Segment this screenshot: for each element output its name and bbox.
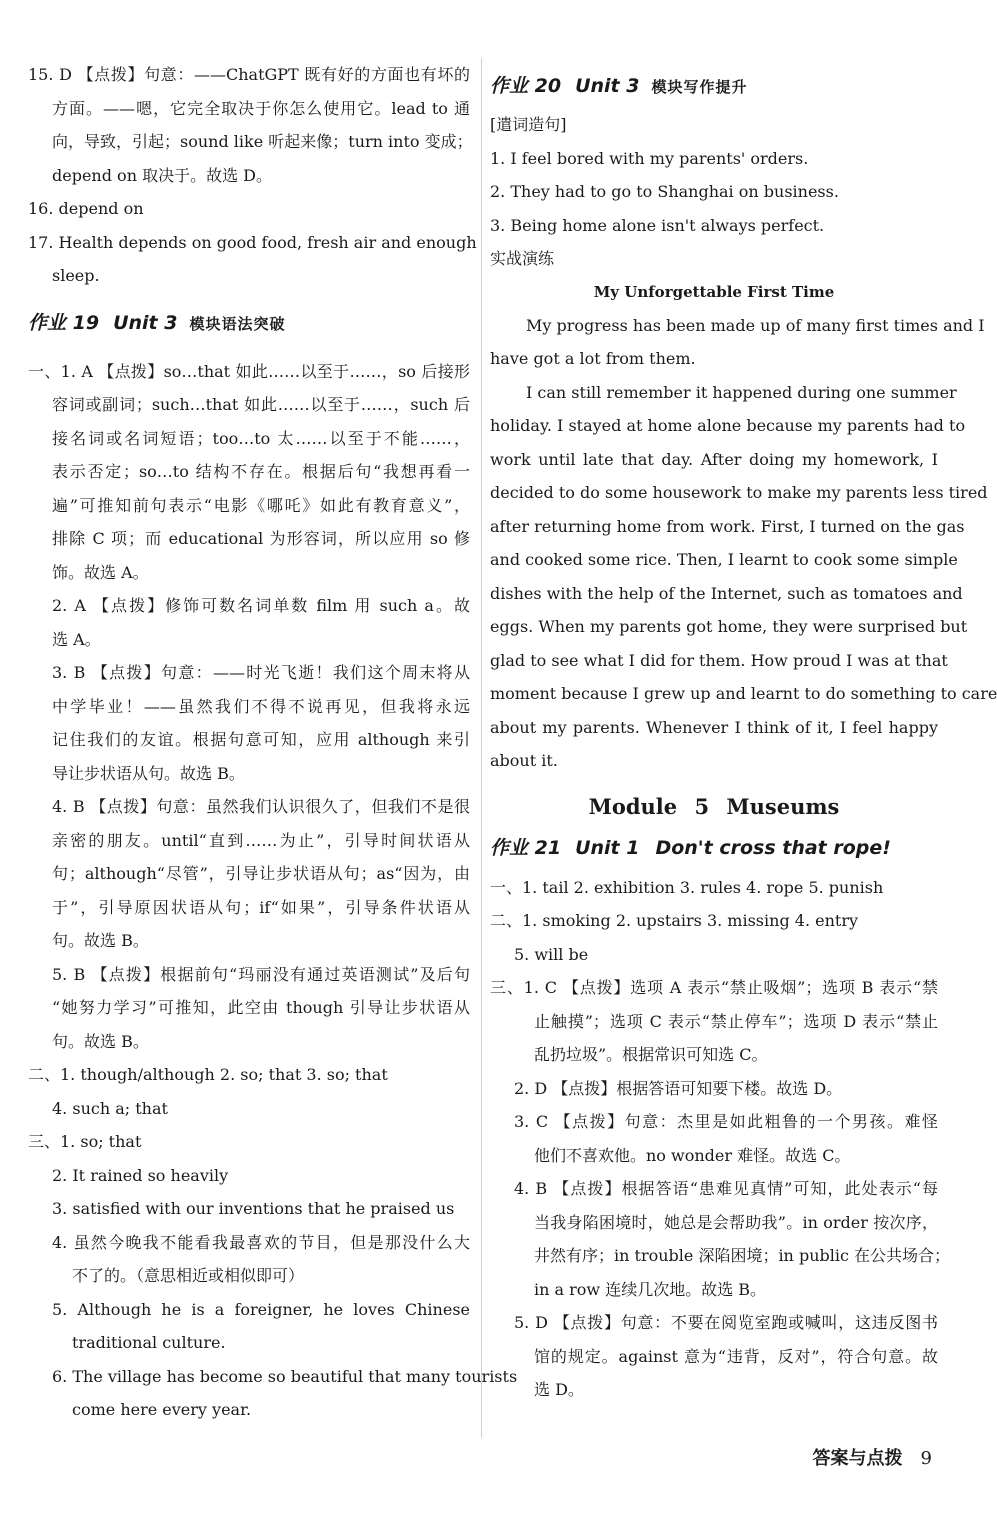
part1-answers-21: 一、1. tail 2. exhibition 3. rules 4. rope 5. punish [490,877,884,897]
essay-paragraph-1: My progress has been made up of many first times and I have got a lot from them. [490,315,985,368]
part2-answers: 二、1. though/although 2. so; that 3. so; that 4. such a; that [28,1065,388,1118]
column-divider [481,58,482,1438]
part3-answer-4-21: 4. B 【点拨】根据答语“患难见真情”可知，此处表示“每 当我身陷困境时，她总是会帮助我”。in order 按次序， 井然有序；in trouble 深陷困境；in public 在公共场合； in a row 连续几次地。故选 B。 [514,1179,951,1299]
right-column [490,58,997,1407]
answer-15: 15. D 【点拨】句意：——ChatGPT 既有好的方面也有坏的 方面。——嗯，它完全取决于你怎么使用它。lead to 通 向，导致，引起；sound like 听起来像；turn into 变成； depend on 取决于。故选 D。 [28,65,473,185]
part2-answers-21: 二、1. smoking 2. upstairs 3. missing 4. entry 5. will be [490,911,859,964]
page-footer [813,1444,932,1470]
homework-21-heading: 作业 21 Unit 1 Don't cross that rope! [490,836,891,859]
part1-answer-4: 4. B 【点拨】句意：虽然我们认识很久了，但我们不是很 亲密的朋友。until“直到……为止”，引导时间状语从 句；although“尽管”，引导让步状语从句；as“因为，由 于”，引导原因状语从句；if“如果”，引导条件状语从 句。故选 B。 [52,797,470,950]
part1-answer-2: 2. A 【点拨】修饰可数名词单数 film 用 such a。故 选 A。 [52,596,470,649]
part3-answers: 三、1. so; that 2. It rained so heavily 3. satisfied with our inventions that he praised us 4. 虽然今晚我不能看我最喜欢的节目，但是那没什么大 不了的。（意思相近或相似即可） 5. Although he is a foreigner, he loves Chinese traditional culture. 6. The village has become so beautiful that many tourists come here every year. [28,1132,518,1419]
part3-answer-2-21: 2. D 【点拨】根据答语可知要下楼。故选 D。 [514,1078,843,1098]
left-column [28,58,518,1427]
practice-heading: 实战演练 [490,249,555,268]
page-number: 9 [920,1448,932,1469]
part3-answer-1-21: 三、1. C 【点拨】选项 A 表示“禁止吸烟”；选项 B 表示“禁 止触摸”；选项 C 表示“禁止停车”；选项 D 表示“禁止 乱扔垃圾”。根据常识可知选 C。 [490,978,938,1064]
module-title: Module 5 Museums [588,793,840,819]
essay-title: My Unforgettable First Time [593,282,835,301]
sentence-2: 2. They had to go to Shanghai on business. [490,182,839,201]
answer-16: 16. depend on [28,199,144,218]
sentence-3: 3. Being home alone isn't always perfect. [490,215,825,235]
part1-answer-1: 一、1. A 【点拨】so…that 如此……以至于……，so 后接形 容词或副词；such…that 如此……以至于……，such 后 接名词或名词短语；too…to 太……以至于不能……， 表示否定；so…to 结构不存在。根据后句“我想再看一 遍”可推知前句表示“电影《哪吒》如此有教育意义”， 排除 C 项；而 educational 为形容词，所以应用 so 修 饰。故选 A。 [28,361,470,582]
part3-answer-5-21: 5. D 【点拨】句意：不要在阅览室跑或喊叫，这违反图书 馆的规定。against 意为“违背，反对”，符合句意。故 选 D。 [514,1313,938,1399]
answer-17: 17. Health depends on good food, fresh air and enough sleep. [28,232,477,285]
homework-19-heading: 作业 19 Unit 3 模块语法突破 [28,311,286,334]
homework-20-heading: 作业 20 Unit 3 模块写作提升 [490,75,748,97]
footer-label: 答案与点拨 [812,1448,903,1469]
essay-paragraph-2: I can still remember it happened during one summer holiday. I stayed at home alone because my parents had to work until late that day. After doing my homework, I decided to do some housework to make my parents less tired after returning home from work. First, I turned on the gas and cooked some rice. Then, I learnt to cook some simple dishes with the help of the Internet, such as tomatoes and eggs. When my parents got home, they were surprised but glad to see what I did for them. How proud I was at that moment because I grew up and learnt to do something to care about my parents. Whenever I think of it, I feel happy about it. [490,382,997,770]
part3-answer-3-21: 3. C 【点拨】句意：杰里是如此粗鲁的一个男孩。难怪 他们不喜欢他。no wonder 难怪。故选 C。 [514,1112,938,1165]
part1-answer-5: 5. B 【点拨】根据前句“玛丽没有通过英语测试”及后句 “她努力学习”可推知，此空由 though 引导让步状语从 句。故选 B。 [52,964,470,1051]
sentence-1: 1. I feel bored with my parents' orders. [490,148,809,168]
sentence-building-heading: [遣词造句] [490,115,567,134]
part1-answer-3: 3. B 【点拨】句意：——时光飞逝！我们这个周末将从 中学毕业！——虽然我们不得不说再见，但我将永远 记住我们的友谊。根据句意可知，应用 although 来引 导让步状语从句。故选 B。 [52,663,470,783]
